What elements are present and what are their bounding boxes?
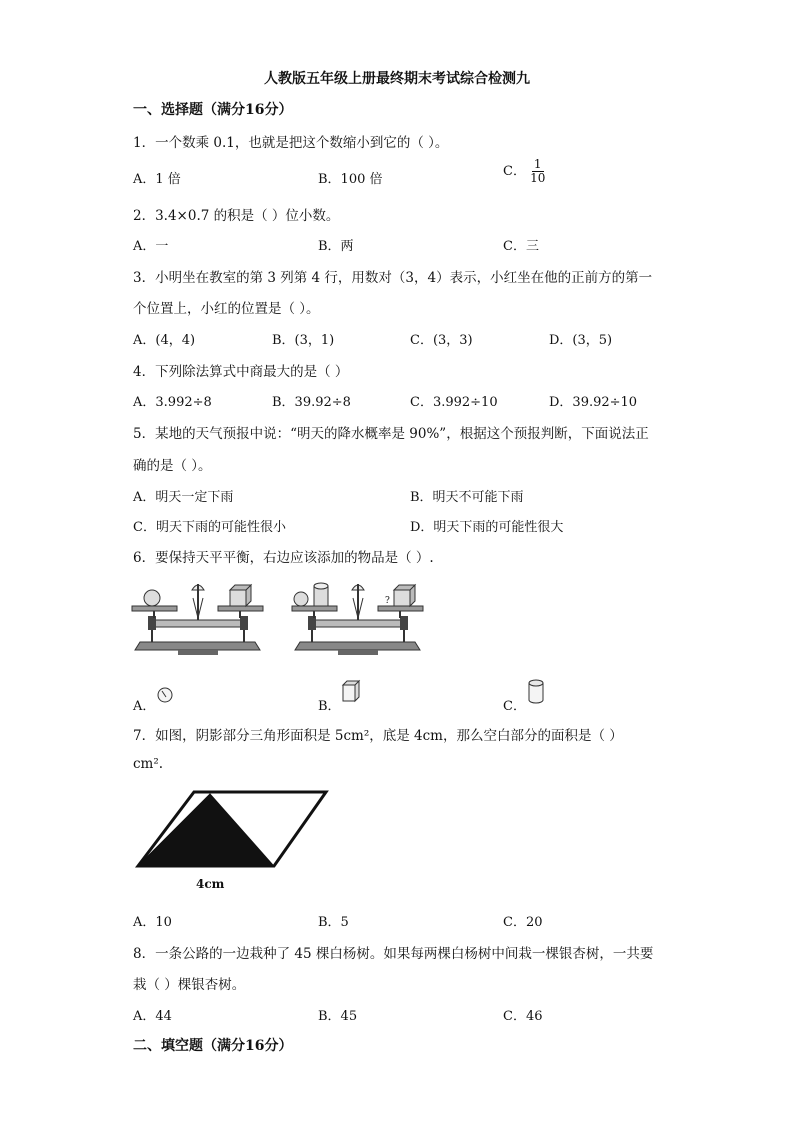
cube-icon bbox=[342, 679, 360, 703]
q8-option-c: C．46 bbox=[503, 1009, 543, 1024]
question-3-line1: 3．小明坐在教室的第 3 列第 4 行，用数对（3，4）表示，小红坐在他的正前方的第一 bbox=[133, 270, 653, 286]
question-8-line1: 8．一条公路的一边栽种了 45 棵白杨树。如果每两棵白杨树中间栽一棵银杏树，一共要 bbox=[133, 946, 654, 962]
question-5-line1: 5．某地的天气预报中说：“明天的降水概率是 90%”，根据这个预报判断，下面说法正 bbox=[133, 426, 649, 442]
q2-option-c: C．三 bbox=[503, 239, 539, 254]
question-5-line2: 确的是（ ）。 bbox=[133, 458, 212, 474]
parallelogram-figure bbox=[134, 790, 330, 870]
q7-option-c: C．20 bbox=[503, 915, 543, 930]
q3-option-d: D．(3，5) bbox=[549, 333, 613, 348]
question-7-line2: cm². bbox=[133, 756, 164, 772]
question-7-line1: 7．如图，阴影部分三角形面积是 5cm²，底是 4cm，那么空白部分的面积是（ ） bbox=[133, 728, 623, 744]
question-1: 1．一个数乘 0.1，也就是把这个数缩小到它的（ ）。 bbox=[133, 135, 449, 151]
question-3-line2: 个位置上，小红的位置是（ ）。 bbox=[133, 301, 320, 317]
q2-option-a: A．一 bbox=[133, 239, 169, 254]
cylinder-icon bbox=[527, 679, 545, 705]
q1-option-b: B．100 倍 bbox=[318, 172, 383, 187]
question-2: 2．3.4×0.7 的积是（ ）位小数。 bbox=[133, 208, 340, 224]
q1-option-a: A．1 倍 bbox=[133, 172, 181, 187]
fraction bbox=[530, 158, 545, 185]
scale-question-mark: ? bbox=[385, 596, 390, 606]
q1-option-c-label: C． bbox=[503, 164, 526, 179]
q5-option-a: A．明天一定下雨 bbox=[133, 490, 234, 505]
q7-option-b: B．5 bbox=[318, 915, 349, 930]
q8-option-b: B．45 bbox=[318, 1009, 358, 1024]
question-6: 6．要保持天平平衡，右边应该添加的物品是（ ）. bbox=[133, 550, 434, 566]
fraction-denominator: 10 bbox=[530, 171, 546, 185]
q5-option-d: D．明天下雨的可能性很大 bbox=[410, 520, 564, 535]
section-heading-fill: 二、填空题（满分16分） bbox=[133, 1038, 293, 1054]
question-8-line2: 栽（ ）棵银杏树。 bbox=[133, 977, 246, 993]
q1-option-c bbox=[503, 158, 545, 185]
q7-option-a: A．10 bbox=[133, 915, 172, 930]
q3-option-a: A．(4，4) bbox=[133, 333, 196, 348]
q5-option-b: B．明天不可能下雨 bbox=[410, 490, 524, 505]
q3-option-c: C．(3，3) bbox=[410, 333, 473, 348]
q5-option-c: C．明天下雨的可能性很小 bbox=[133, 520, 286, 535]
q6-option-a: A． bbox=[133, 699, 156, 714]
q4-option-a: A．3.992÷8 bbox=[133, 395, 212, 410]
ball-icon bbox=[156, 686, 174, 704]
balance-scale-right-figure bbox=[290, 578, 425, 658]
q2-option-b: B．两 bbox=[318, 239, 354, 254]
page-title: 人教版五年级上册最终期末考试综合检测九 bbox=[264, 71, 530, 87]
figure-base-label: 4cm bbox=[196, 877, 225, 891]
q4-option-d: D．39.92÷10 bbox=[549, 395, 638, 410]
section-heading-choice: 一、选择题（满分16分） bbox=[133, 102, 293, 118]
q8-option-a: A．44 bbox=[133, 1009, 172, 1024]
q4-option-b: B．39.92÷8 bbox=[272, 395, 351, 410]
q4-option-c: C．3.992÷10 bbox=[410, 395, 498, 410]
question-4: 4．下列除法算式中商最大的是（ ） bbox=[133, 364, 349, 380]
q6-option-c: C． bbox=[503, 699, 526, 714]
q3-option-b: B．(3，1) bbox=[272, 333, 335, 348]
fraction-numerator: 1 bbox=[533, 157, 542, 171]
balance-scale-left-figure bbox=[130, 578, 265, 658]
q6-option-b: B． bbox=[318, 699, 341, 714]
